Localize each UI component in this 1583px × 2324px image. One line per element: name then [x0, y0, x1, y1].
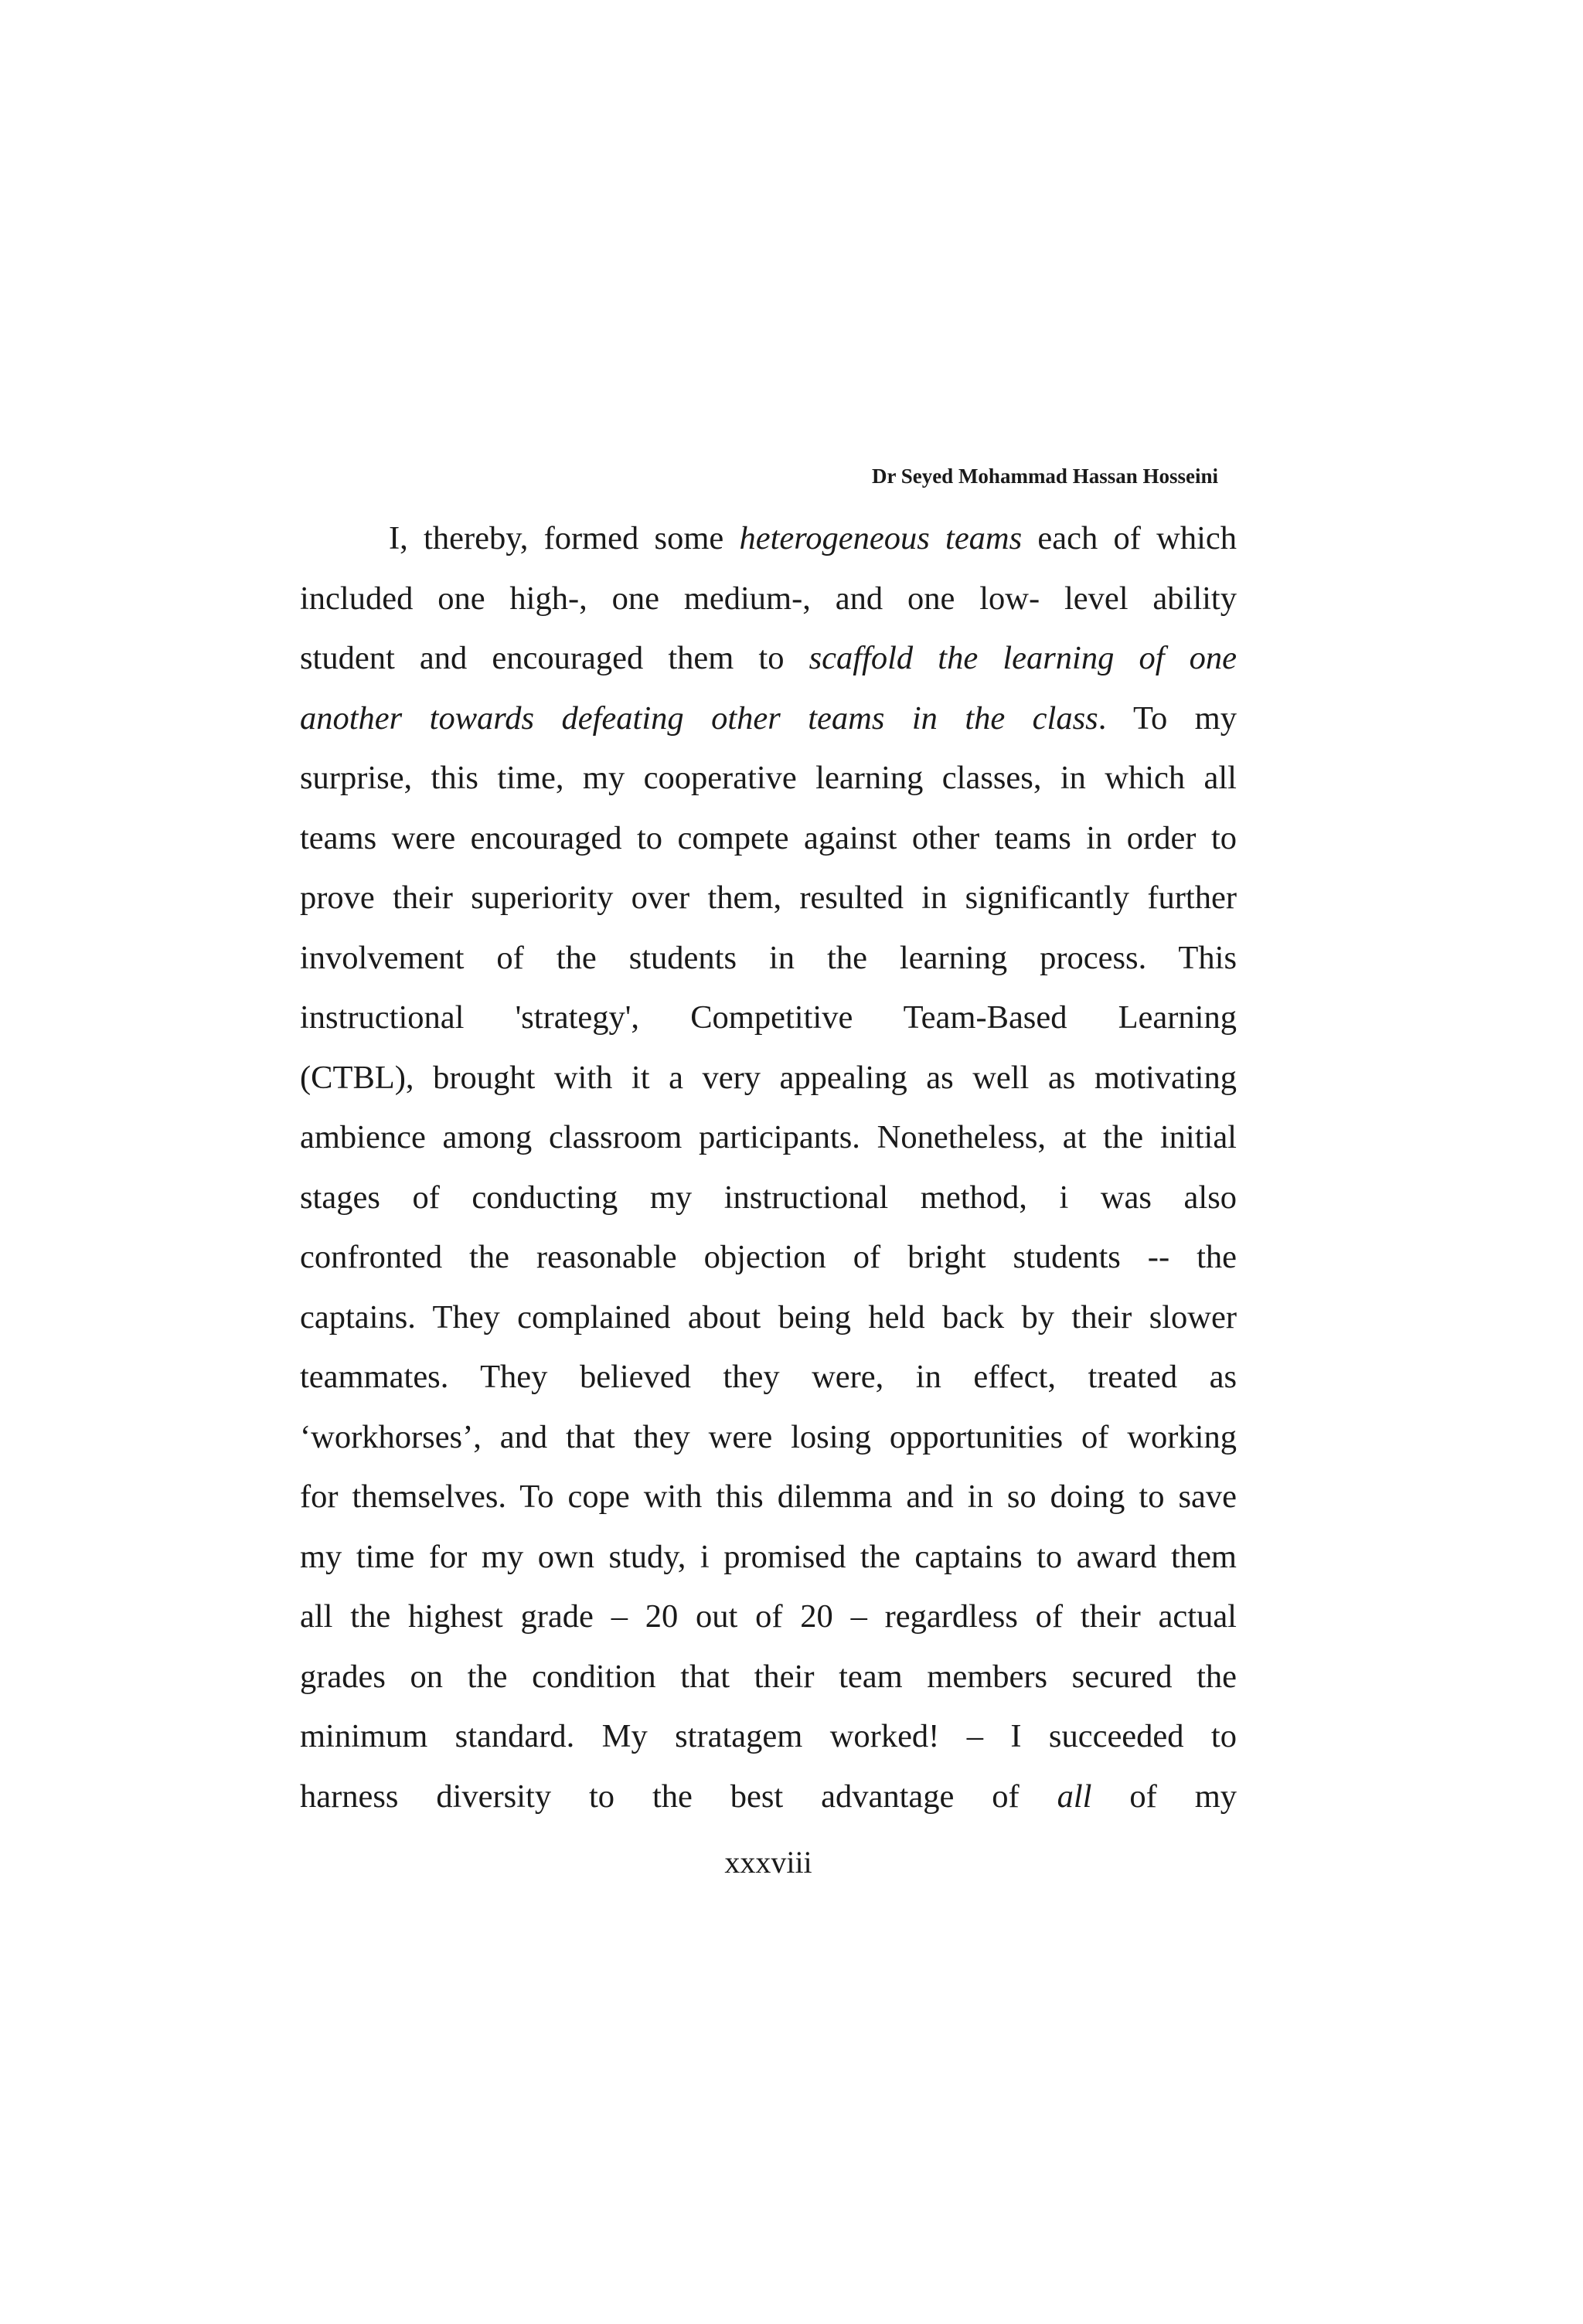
italic-text: another towards defeating other teams in the class	[300, 699, 1098, 737]
text-run: . To my	[1098, 699, 1237, 737]
text-run: stages of conducting my instructional method, i was also	[300, 1179, 1237, 1216]
text-run: instructional 'strategy', Competitive Team-Based Learning	[300, 999, 1237, 1036]
text-run: for themselves. To cope with this dilemma and in so doing to save	[300, 1478, 1237, 1515]
text-line	[300, 928, 1237, 988]
text-line	[300, 1467, 1237, 1527]
italic-text: scaffold the learning of one	[809, 640, 1237, 676]
text-run: minimum standard. My stratagem worked! – I succeeded to	[300, 1718, 1237, 1754]
text-line	[300, 1647, 1237, 1707]
text-line	[300, 509, 1237, 569]
text-line	[300, 988, 1237, 1048]
text-run: confronted the reasonable objection of bright students -- the	[300, 1239, 1237, 1275]
text-line	[300, 1048, 1237, 1108]
text-run: (CTBL), brought with it a very appealing as well as motivating	[300, 1059, 1237, 1096]
running-header: Dr Seyed Mohammad Hassan Hosseini	[871, 464, 1218, 488]
text-run: involvement of the students in the learning process. This	[300, 939, 1237, 976]
text-line	[300, 1527, 1237, 1587]
text-run: I, thereby, formed some	[389, 520, 740, 556]
text-run: included one high-, one medium-, and one low- level ability	[300, 580, 1237, 617]
text-line	[300, 1168, 1237, 1228]
text-line	[300, 748, 1237, 808]
text-line	[300, 1108, 1237, 1168]
text-line	[300, 689, 1237, 749]
text-run: prove their superiority over them, resulted in significantly further	[300, 880, 1237, 916]
text-run: my time for my own study, i promised the captains to award them	[300, 1538, 1237, 1575]
text-line	[300, 628, 1237, 689]
italic-text: heterogeneous teams	[739, 520, 1023, 556]
page-number: xxxviii	[724, 1845, 812, 1880]
text-line	[300, 1347, 1237, 1407]
text-line	[300, 1767, 1237, 1827]
text-line	[300, 569, 1237, 629]
text-run: teammates. They believed they were, in effect, treated as	[300, 1359, 1237, 1395]
text-run: of my	[1091, 1778, 1237, 1815]
text-line	[300, 1587, 1237, 1647]
text-line	[300, 1706, 1237, 1767]
text-run: student and encouraged them to	[300, 640, 809, 676]
text-line	[300, 1288, 1237, 1348]
body-paragraph	[300, 509, 1237, 1826]
text-line	[300, 868, 1237, 928]
text-run: teams were encouraged to compete against other teams in order to	[300, 819, 1237, 856]
text-run: captains. They complained about being held back by their slower	[300, 1298, 1237, 1336]
text-run: harness diversity to the best advantage of	[300, 1778, 1057, 1815]
text-line	[300, 1227, 1237, 1288]
text-line	[300, 1407, 1237, 1468]
text-run: each of which	[1022, 520, 1237, 556]
text-run: ambience among classroom participants. Nonetheless, at the initial	[300, 1119, 1237, 1155]
text-run: grades on the condition that their team members secured the	[300, 1658, 1237, 1695]
text-run: surprise, this time, my cooperative learning classes, in which all	[300, 760, 1237, 796]
text-run: all the highest grade – 20 out of 20 – regardless of their actual	[300, 1598, 1237, 1635]
text-line	[300, 808, 1237, 869]
italic-text: all	[1057, 1778, 1092, 1815]
text-run: ‘workhorses’, and that they were losing opportunities of working	[300, 1418, 1237, 1455]
